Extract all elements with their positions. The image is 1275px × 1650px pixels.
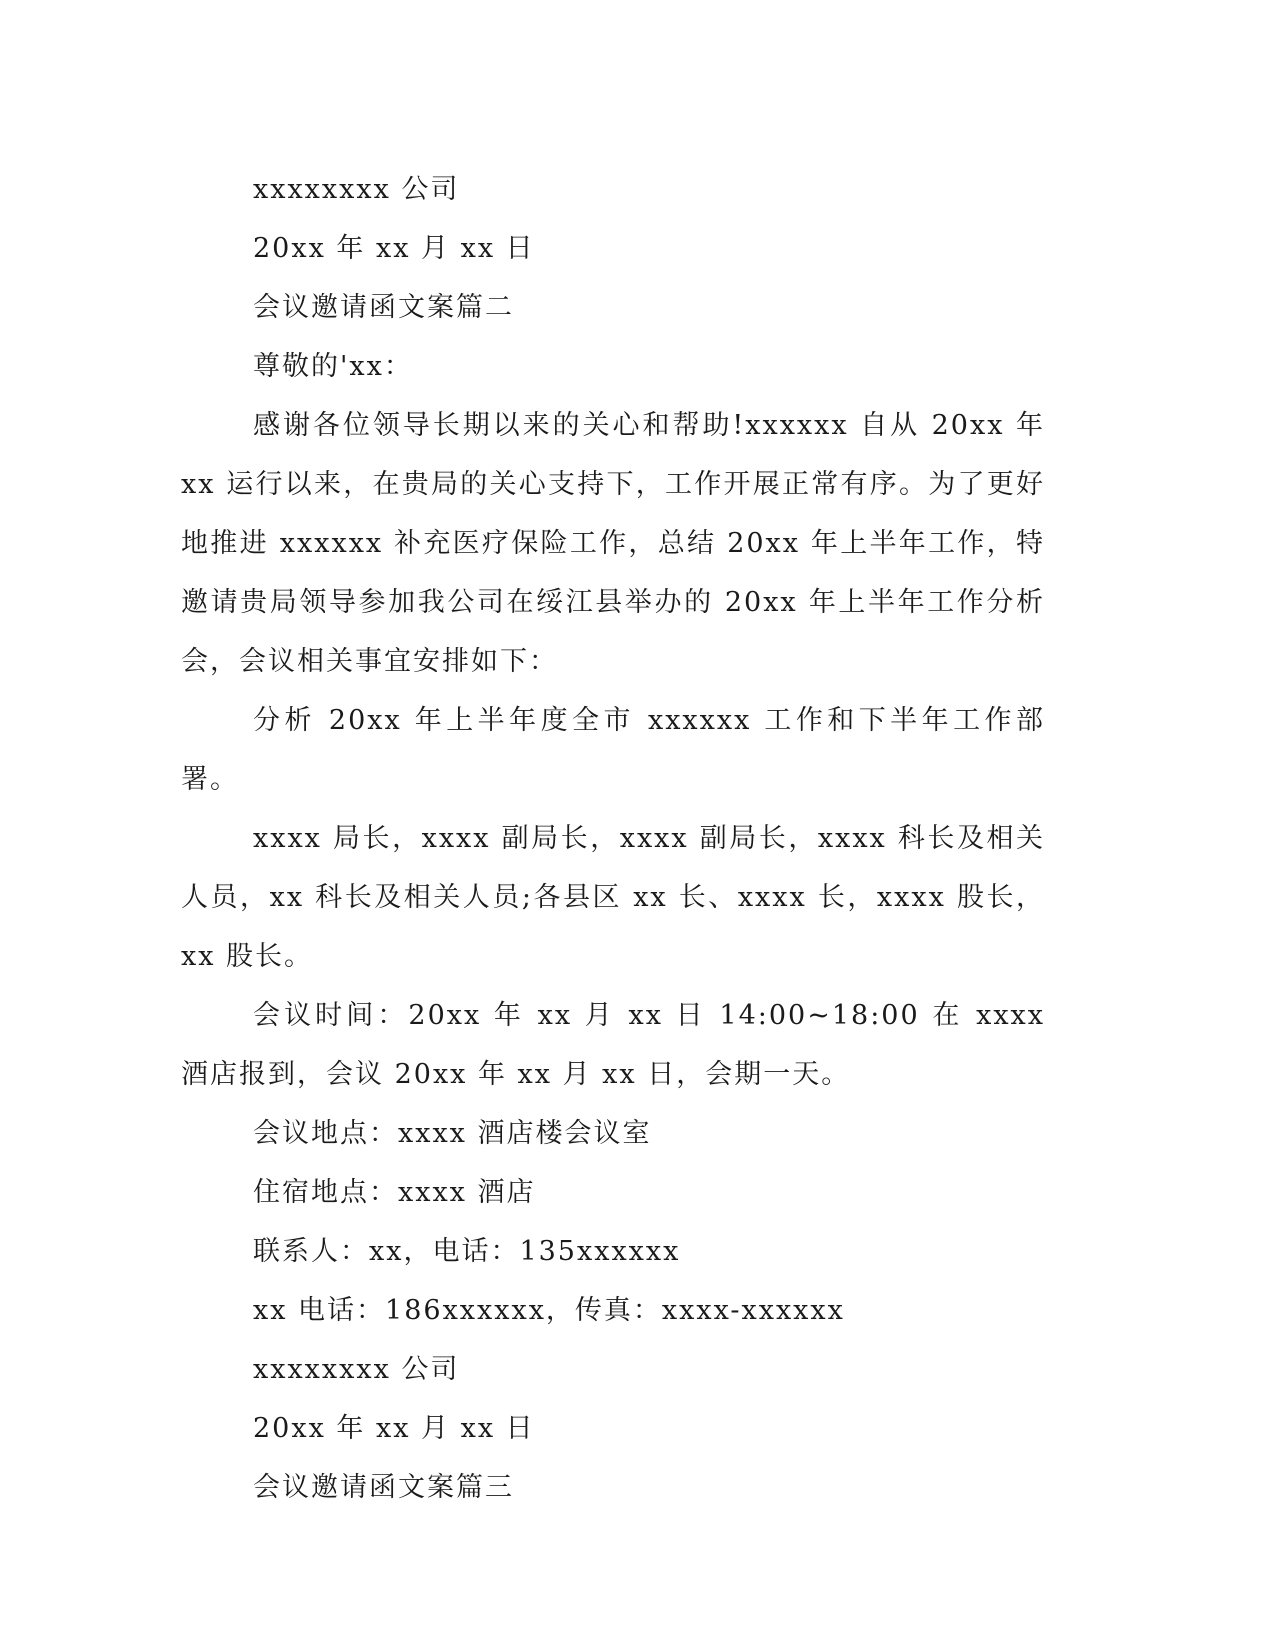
lodging-line: 住宿地点：xxxx 酒店 xyxy=(253,1177,536,1208)
signature-date-2: 20xx 年 xx 月 xx 日 xyxy=(253,1413,535,1444)
signature-date: 20xx 年 xx 月 xx 日 xyxy=(253,233,535,264)
section-heading-3: 会议邀请函文案篇三 xyxy=(253,1472,514,1503)
topic-paragraph: 分析 20xx 年上半年度全市 xxxxxx 工作和下半年工作部署。 xyxy=(181,705,1045,795)
attendees-paragraph: xxxx 局长，xxxx 副局长，xxxx 副局长，xxxx 科长及相关人员，xx 科长及相关人员;各县区 xx 长、xxxx 长，xxxx 股长，xx 股长。 xyxy=(181,823,1045,972)
phone-fax-line: xx 电话：186xxxxxx，传真：xxxx-xxxxxx xyxy=(253,1295,845,1326)
company-signature-2: xxxxxxxx 公司 xyxy=(253,1354,460,1385)
intro-paragraph: 感谢各位领导长期以来的关心和帮助!xxxxxx 自从 20xx 年 xx 运行以来，在贵局的关心支持下，工作开展正常有序。为了更好地推进 xxxxxx 补充医疗保险工作，总结 20xx 年上半年工作，特邀请贵局领导参加我公司在绥江县举办的 20xx 年上半年工作分析会，会议相关事宜安排如下： xyxy=(181,410,1045,677)
document-body xyxy=(181,160,1045,1517)
section-heading-2: 会议邀请函文案篇二 xyxy=(253,292,514,323)
contact-line: 联系人：xx，电话：135xxxxxx xyxy=(253,1236,681,1267)
salutation: 尊敬的'xx： xyxy=(253,351,413,382)
company-signature: xxxxxxxx 公司 xyxy=(253,174,460,205)
venue-line: 会议地点：xxxx 酒店楼会议室 xyxy=(253,1118,652,1149)
time-paragraph: 会议时间：20xx 年 xx 月 xx 日 14:00~18:00 在 xxxx 酒店报到，会议 20xx 年 xx 月 xx 日，会期一天。 xyxy=(181,1000,1045,1090)
